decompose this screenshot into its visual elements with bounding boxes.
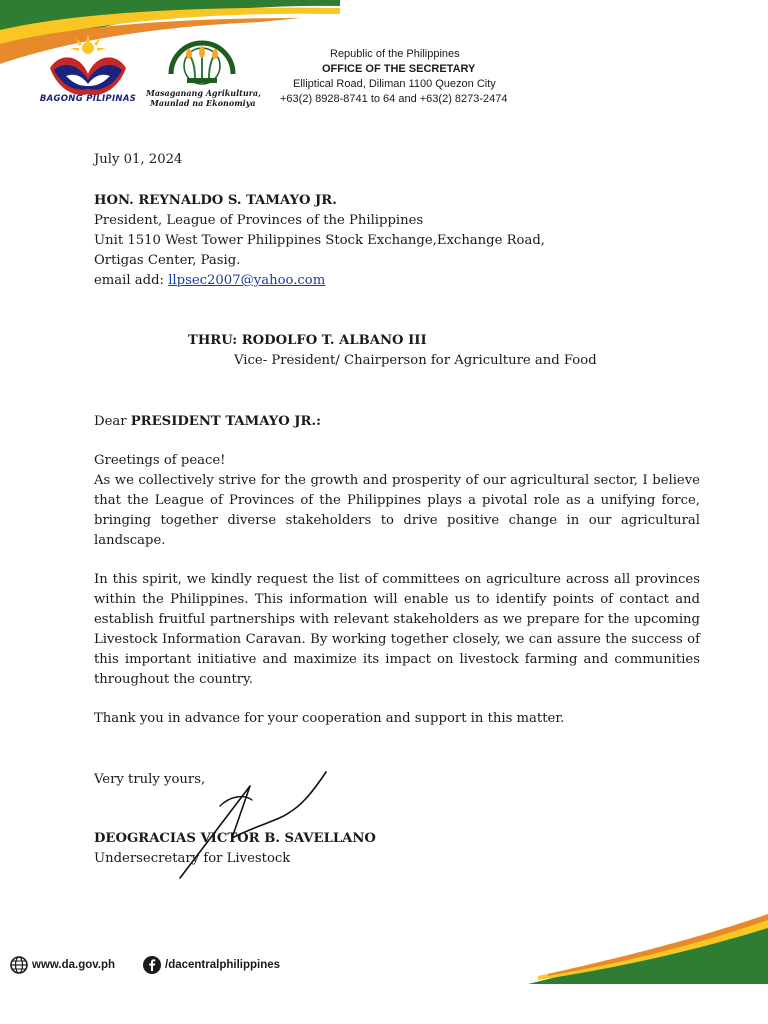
paragraph-2: In this spirit, we kindly request the list of committees on agriculture across all provinces within the Philippines. This information will enable us to identify points of contact and establish fruitful partnerships with relevant stakeholders as we prepare for the upcoming Livestock Information Caravan. By working together closely, we can assure the success of this important initiative and maximize its impact on livestock farming and communities throughout the country. [94,572,700,687]
bagong-pilipinas-wordmark: BAGONG PILIPINAS [39,94,137,104]
addressee-title: President, League of Provinces of the Philippines [94,213,424,228]
addressee-block [94,191,654,291]
addressee-address-line1: Unit 1510 West Tower Philippines Stock Exchange,Exchange Road, [94,233,545,248]
addressee-email-line [94,271,654,291]
addressee-name: HON. REYNALDO S. TAMAYO JR. [94,193,337,208]
header-phone: +63(2) 8928-8741 to 64 and +63(2) 8273-2474 [280,93,508,105]
header-office: OFFICE OF THE SECRETARY [322,63,476,75]
footer-website[interactable] [10,956,115,974]
da-tagline-line1: Masaganang Agrikultura, [146,88,261,98]
thru-role: Vice- President/ Chairperson for Agriculture and Food [234,353,597,368]
footer-stripe-decoration [528,914,768,984]
salutation-prefix: Dear [94,414,131,429]
handwritten-signature [160,766,340,886]
paragraph-1 [94,451,700,551]
closing: Very truly yours, [94,772,206,787]
footer-facebook[interactable] [143,956,280,974]
letter-date: July 01, 2024 [94,152,183,167]
facebook-link[interactable]: /dacentralphilippines [165,959,281,971]
signer-title: Undersecretary for Livestock [94,851,291,866]
salutation-name: PRESIDENT TAMAYO JR.: [130,414,321,429]
salutation [94,412,321,432]
email-label: email add: [94,273,169,288]
thru-block [188,331,597,371]
paragraph-1-text: As we collectively strive for the growth and prosperity of our agricultural sector, I believe that the League of Provinces of the Philippines plays a pivotal role as a unifying force, bringing together diverse stakeholders to drive positive change in our agricultural landscape. [94,473,700,548]
globe-icon [10,956,28,974]
header-address: Elliptical Road, Diliman 1100 Quezon City [293,78,496,90]
da-tagline-line2: Maunlad na Ekonomiya [150,98,256,108]
signer-name: DEOGRACIAS VICTOR B. SAVELLANO [94,831,376,846]
greeting: Greetings of peace! [94,453,226,468]
header-republic: Republic of the Philippines [330,48,460,60]
facebook-icon [143,956,161,974]
thru-name: THRU: RODOLFO T. ALBANO III [188,333,427,348]
addressee-address-line2: Ortigas Center, Pasig. [94,253,241,268]
email-link[interactable]: llpsec2007@yahoo.com [168,273,326,288]
website-link[interactable]: www.da.gov.ph [32,959,116,971]
paragraph-3: Thank you in advance for your cooperation and support in this matter. [94,711,565,726]
department-of-agriculture-seal [165,34,239,90]
